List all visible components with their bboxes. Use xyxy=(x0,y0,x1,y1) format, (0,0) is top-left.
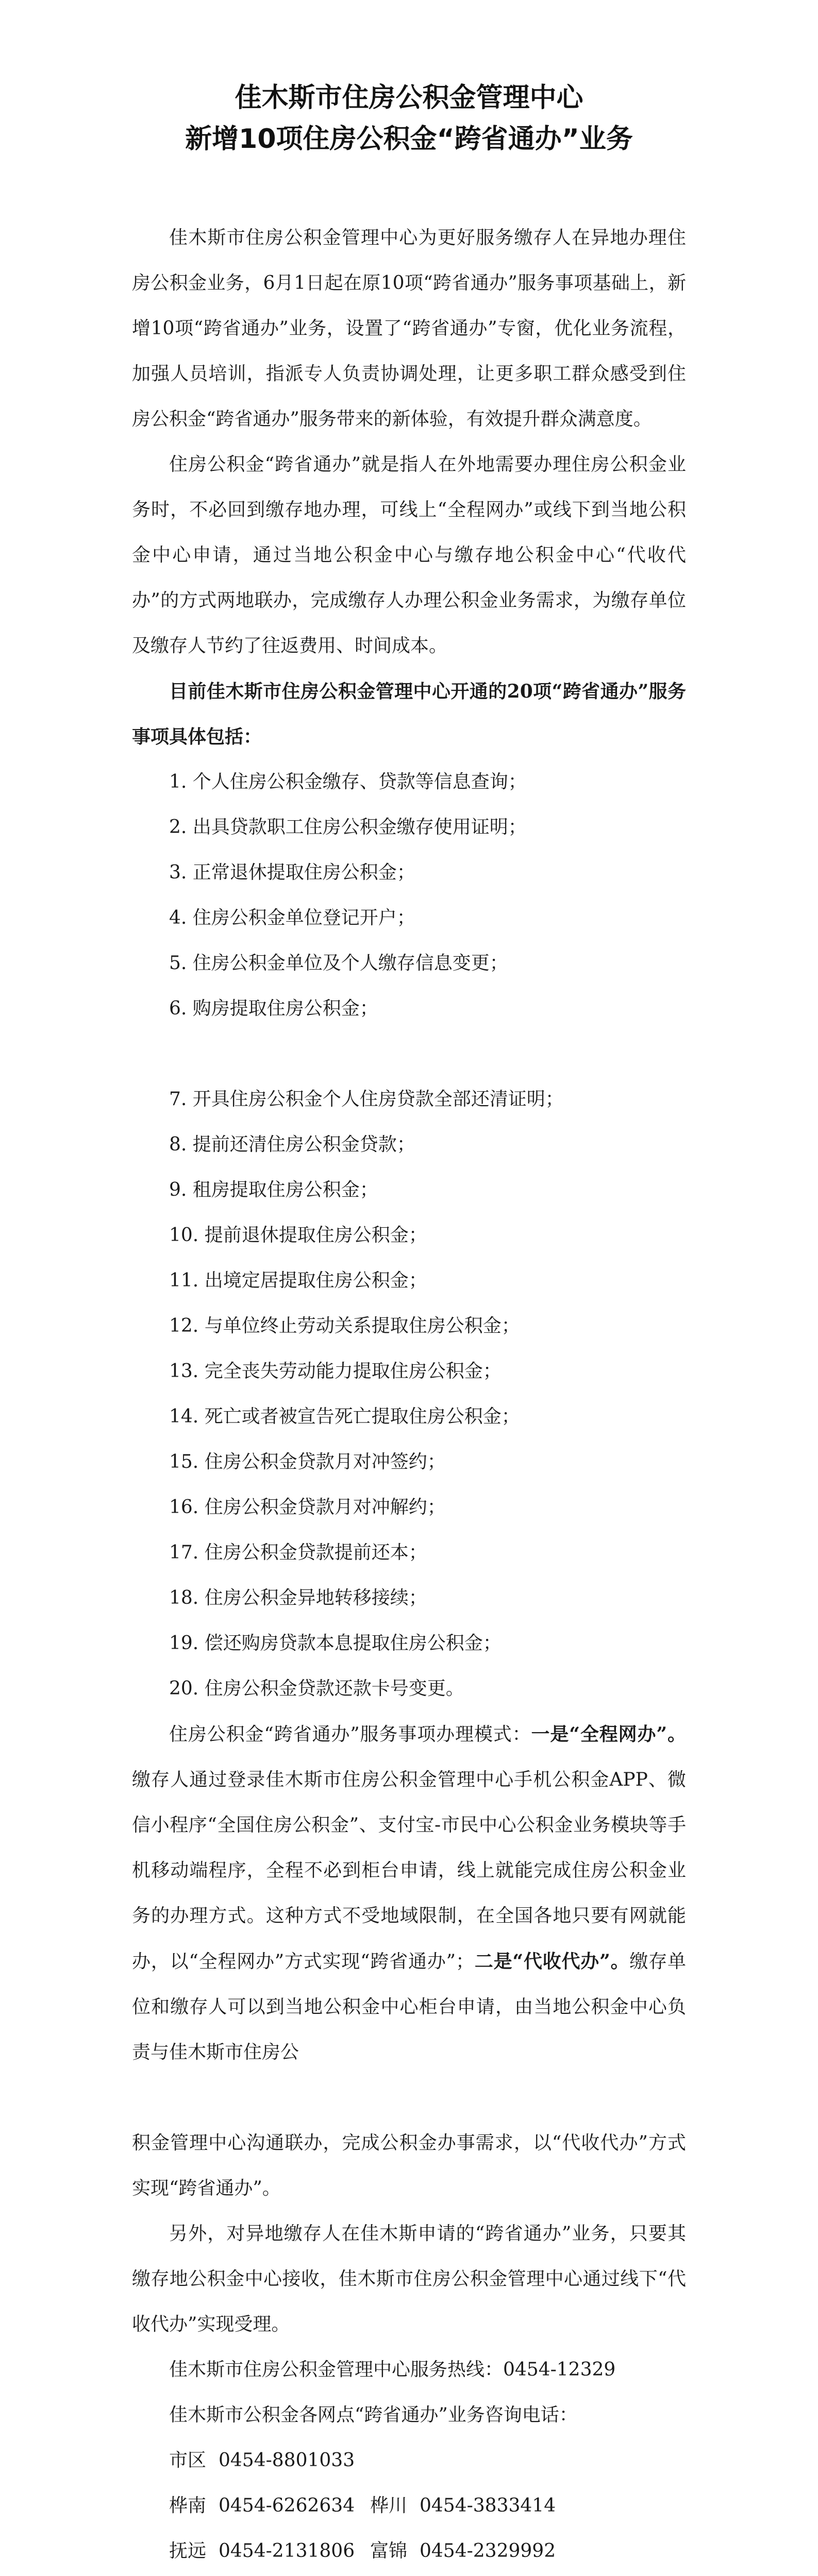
list-item: 13. 完全丧失劳动能力提取住房公积金； xyxy=(169,1361,502,1382)
phone-number: 0454-2131806 xyxy=(219,2540,355,2562)
contact-entry xyxy=(169,2529,370,2574)
contact-entry xyxy=(370,2483,571,2529)
mode1-label: 一是“全程网办”。 xyxy=(531,1723,686,1745)
list-item: 20. 住房公积金贷款还款卡号变更。 xyxy=(169,1678,464,1699)
list-item: 8. 提前还清住房公积金贷款； xyxy=(169,1134,415,1155)
consult-heading: 佳木斯市公积金各网点“跨省通办”业务咨询电话： xyxy=(169,2404,578,2426)
list-item: 4. 住房公积金单位登记开户； xyxy=(169,907,415,928)
other-paragraph: 另外，对异地缴存人在佳木斯申请的“跨省通办”业务，只要其缴存地公积金中心接收，佳木斯市住房公积金管理中心通过线下“代收代办”实现受理。 xyxy=(132,2223,686,2335)
list-item: 10. 提前退休提取住房公积金； xyxy=(169,1225,427,1246)
spacer xyxy=(132,1031,686,1077)
mode-paragraph xyxy=(132,1711,686,2075)
contact-entry xyxy=(169,2438,370,2483)
service-hotline: 佳木斯市住房公积金管理中心服务热线：0454-12329 xyxy=(169,2359,616,2380)
phone-number: 0454-2329992 xyxy=(420,2540,556,2562)
list-item: 6. 购房提取住房公积金； xyxy=(169,998,378,1019)
branch-name: 桦南 xyxy=(169,2495,207,2516)
mode2-label: 二是“代收代办”。 xyxy=(474,1951,630,1972)
mode-lead: 住房公积金“跨省通办”服务事项办理模式： xyxy=(169,1724,531,1745)
phone-number: 0454-8801033 xyxy=(219,2450,355,2471)
contact-entry xyxy=(169,2483,370,2529)
list-heading: 目前佳木斯市住房公积金管理中心开通的20项“跨省通办”服务事项具体包括： xyxy=(132,681,686,748)
title-line-2: 新增10项住房公积金“跨省通办”业务 xyxy=(185,124,633,155)
branch-name: 富锦 xyxy=(370,2540,408,2562)
list-item: 18. 住房公积金异地转移接续； xyxy=(169,1587,427,1608)
intro-paragraph: 住房公积金“跨省通办”就是指人在外地需要办理住房公积金业务时，不必回到缴存地办理，可线上“全程网办”或线下到当地公积金中心申请，通过当地公积金中心与缴存地公积金中心“代收代办”的方式两地联办，完成缴存人办理公积金业务需求，为缴存单位及缴存人节约了往返费用、时间成本。 xyxy=(132,454,686,656)
list-item: 2. 出具贷款职工住房公积金缴存使用证明； xyxy=(169,817,527,838)
contact-entry xyxy=(370,2529,571,2574)
contact-row xyxy=(132,2529,686,2574)
contact-entry xyxy=(169,2574,370,2576)
list-item: 15. 住房公积金贷款月对冲签约； xyxy=(169,1451,446,1472)
contact-row xyxy=(132,2483,686,2529)
article-title xyxy=(132,0,686,160)
title-line-1: 佳木斯市住房公积金管理中心 xyxy=(235,82,583,113)
phone-number: 0454-3833414 xyxy=(420,2495,556,2516)
branch-name: 桦川 xyxy=(370,2495,408,2516)
contact-entry xyxy=(370,2574,571,2576)
list-item: 16. 住房公积金贷款月对冲解约； xyxy=(169,1497,446,1518)
service-list-group-2 xyxy=(132,1077,686,1711)
mode-paragraph-continued: 积金管理中心沟通联办，完成公积金办事需求，以“代收代办”方式实现“跨省通办”。 xyxy=(132,2132,686,2199)
list-item: 5. 住房公积金单位及个人缴存信息变更； xyxy=(169,953,508,974)
list-item: 3. 正常退休提取住房公积金； xyxy=(169,862,415,883)
list-item: 19. 偿还购房贷款本息提取住房公积金； xyxy=(169,1633,502,1654)
list-item: 14. 死亡或者被宣告死亡提取住房公积金； xyxy=(169,1406,520,1427)
phone-number: 0454-6262634 xyxy=(219,2495,355,2516)
branch-name: 抚远 xyxy=(169,2540,207,2562)
contact-table xyxy=(132,2438,686,2576)
list-item: 7. 开具住房公积金个人住房贷款全部还清证明； xyxy=(169,1089,564,1110)
service-list-group-1 xyxy=(132,759,686,1031)
spacer xyxy=(132,2075,686,2121)
contact-row xyxy=(132,2574,686,2576)
list-item: 12. 与单位终止劳动关系提取住房公积金； xyxy=(169,1315,520,1336)
mode2-text: 缴存单位和缴存人可以到当地公积金中心柜台申请，由当地公积金中心负责与佳木斯市住房公 xyxy=(132,1951,686,2063)
branch-name: 市区 xyxy=(169,2450,207,2471)
list-item: 1. 个人住房公积金缴存、贷款等信息查询； xyxy=(169,771,527,792)
list-item: 11. 出境定居提取住房公积金； xyxy=(169,1270,427,1291)
branch-name xyxy=(370,2574,412,2576)
mode1-text: 缴存人通过登录佳木斯市住房公积金管理中心手机公积金APP、微信小程序“全国住房公积金”、支付宝-市民中心公积金业务模块等手机移动端程序，全程不必到柜台申请，线上就能完成住房公积金业务的办理方式。这种方式不受地域限制，在全国各地只要有网就能办，以“全程网办”方式实现“跨省通办”； xyxy=(132,1769,686,1972)
intro-paragraph: 佳木斯市住房公积金管理中心为更好服务缴存人在异地办理住房公积金业务，6月1日起在原10项“跨省通办”服务事项基础上，新增10项“跨省通办”业务，设置了“跨省通办”专窗，优化业务流程，加强人员培训，指派专人负责协调处理，让更多职工群众感受到住房公积金“跨省通办”服务带来的新体验，有效提升群众满意度。 xyxy=(132,227,686,430)
contact-row xyxy=(132,2438,686,2483)
list-item: 17. 住房公积金贷款提前还本； xyxy=(169,1542,427,1563)
list-item: 9. 租房提取住房公积金； xyxy=(169,1179,378,1200)
branch-name xyxy=(169,2574,211,2576)
